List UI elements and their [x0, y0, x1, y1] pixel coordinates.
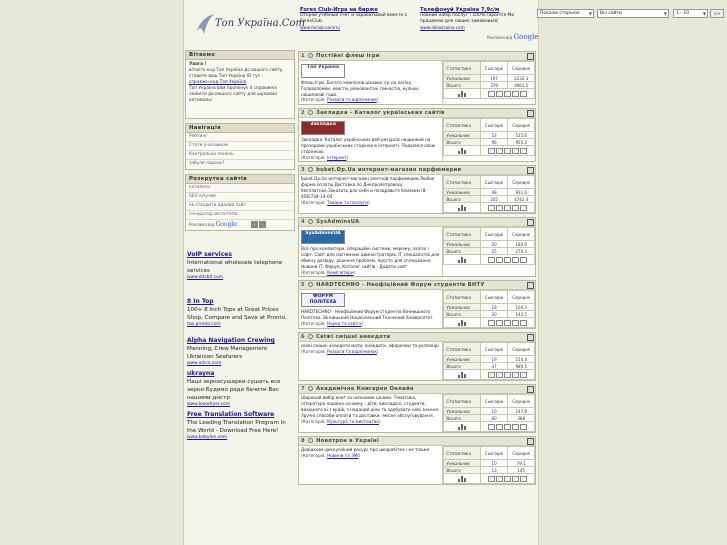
site-rank: 3: [301, 167, 305, 174]
top-ads: [300, 7, 540, 43]
circle-icon: [308, 438, 313, 443]
circle-icon: [308, 334, 313, 339]
category-label: Категорія:: [302, 418, 326, 424]
square-icon: [512, 148, 519, 154]
site-rank: 4: [301, 219, 305, 226]
square-icon[interactable]: [527, 438, 534, 445]
rating-boxes: [480, 146, 534, 156]
unique-avg: 2232.3: [508, 75, 535, 82]
unique-label: Унікальних: [444, 304, 480, 311]
side-ad-url[interactable]: top.pronto.com: [187, 322, 221, 327]
site-description-cell: Закладка Закладка. Каталог українських веб-ресурсів нащинкий на прозорами українських сторінок в Інтернеті. Подаємся свою сторінкою. (Категорія: Інтернет): [299, 118, 443, 161]
circle-icon: [308, 53, 313, 58]
site-header: [299, 218, 535, 227]
site-title-link[interactable]: SysAdminsUA: [316, 219, 360, 226]
site-entry: [298, 165, 536, 214]
site-header: [299, 437, 535, 446]
site-rank: 2: [301, 110, 305, 117]
google-logo: Google: [215, 221, 237, 228]
side-ad-title[interactable]: VoIP services: [187, 251, 232, 258]
site-description: Всё про компютери, операційні системи, мережу, залізо і софт. Сайт для системних адміністраторів. IT спеціалістів для обміну досвіду, рішення проблем, просто для спілкування. Новини IT, Форум, Каталог сайтів - Додати сайт: [301, 246, 440, 269]
top-ad: [300, 7, 418, 31]
google-ads-label: Реклама від: [487, 35, 513, 40]
square-icon: [512, 91, 519, 97]
site-title-link[interactable]: Закладка - Каталог українських сайтів: [316, 110, 445, 117]
scope-select[interactable]: [537, 9, 594, 18]
total-avg: 270.3: [508, 248, 535, 255]
site-rank: 8: [301, 438, 305, 445]
site-rank: 6: [301, 334, 305, 341]
chart-cell: [444, 146, 480, 156]
square-icon: [504, 91, 511, 97]
square-icon: [504, 372, 511, 378]
range-select-value: 1 - 10: [676, 11, 690, 16]
unique-label: Унікальних: [444, 460, 480, 467]
site-header: [299, 333, 535, 342]
chart-icon[interactable]: [458, 205, 466, 211]
site-stats: [443, 118, 535, 161]
circle-icon: [308, 219, 313, 224]
total-label: Всього: [444, 363, 480, 370]
square-icon: [496, 257, 503, 263]
site-description: Широкий вибір книг за низькими цінами. Тематика, література надійна основну - діти, викладачі, студенти, вихідного ві з країв, з наданий ціни та здобувати нові знання. Зручні способи оплати та доставки, якісне обслуговування.: [301, 395, 440, 418]
site-description-cell: свіжі смішні анекдоти мати, анекдоти, афоризми та розповіді (Категорія: Розваги та відпочинок): [299, 342, 443, 380]
logo-text: Топ Україна.Com: [215, 18, 305, 29]
site-description: свіжі смішні анекдоти мати, анекдоти, афоризми та розповіді: [301, 343, 439, 349]
category-label: Категорія:: [302, 320, 326, 326]
site-description-cell: buket.Dp.Ua интернет-магазин элитной парфюмерии.Любая форма оплаты.Доставка по Днепропетровску бесплатная.Заказать для себя и поздравьте близким (8-056)734-14-04 (Категорія: Товари та послуги): [299, 175, 443, 213]
rating-boxes: [480, 370, 534, 380]
unique-label: Унікальних: [444, 132, 480, 139]
square-icon: [496, 91, 503, 97]
total-label: Всього: [444, 196, 480, 203]
nav-item-control-panel[interactable]: Контрольна панель: [186, 151, 294, 160]
site-title-link[interactable]: Свіжі смішні анекдоти: [316, 334, 391, 341]
swoosh-icon: [194, 12, 216, 36]
top-ad-text: Открой учебный счет и зарабатывай вместе с ForexClub.: [300, 13, 408, 24]
stats-label: Статистика: [444, 119, 480, 132]
today-header: Сьогодні: [480, 447, 508, 460]
site-title-link[interactable]: HARDTECHNO - Неофіційний Форум студентів ВНТУ: [316, 282, 485, 289]
square-icon: [520, 476, 527, 482]
square-icon: [512, 320, 519, 326]
side-ad-url[interactable]: www.babylon.com: [187, 435, 228, 440]
total-today: 47: [480, 363, 508, 370]
google-logo: Google: [513, 33, 539, 41]
avg-header: Середнє: [508, 228, 535, 241]
avg-header: Середнє: [508, 119, 535, 132]
square-icon: [512, 257, 519, 263]
promo-footer: [186, 220, 294, 230]
square-icon[interactable]: [527, 53, 534, 60]
ads-by-label: Реклама від: [189, 222, 215, 227]
top-ad-text: Повний набір послуг ! 100% гарантія Ми працюємо для наших замовників!: [420, 13, 515, 24]
promo-header: Розкрутка сайтів: [186, 175, 294, 184]
promo-item[interactable]: генератор мета-тегів: [186, 211, 294, 220]
site-stats: [443, 342, 535, 380]
square-icon: [496, 476, 503, 482]
stats-label: Статистика: [444, 447, 480, 460]
total-label: Всього: [444, 467, 480, 474]
square-icon[interactable]: [527, 386, 534, 393]
promo-item[interactable]: каталоги: [186, 184, 294, 193]
square-icon: [488, 424, 495, 430]
site-description-cell: Довідково-дискусійний ресурс про шкарабітка і не тільки (Категорія: Новини та ЗМІ): [299, 446, 443, 484]
scope-select-value: Показів сторінок: [540, 11, 580, 16]
site-entry: [298, 280, 536, 329]
square-icon: [520, 205, 527, 211]
welcome-line: Топ Україна вам пропонує 4 справжніх сюжети до вашого сайту для шукаємо оптималь!: [189, 86, 278, 103]
today-header: Сьогодні: [480, 343, 508, 356]
unique-label: Унікальних: [444, 356, 480, 363]
site-stats: [443, 290, 535, 328]
square-icon: [496, 320, 503, 326]
site-stats: [443, 394, 535, 432]
side-ad: [185, 370, 295, 407]
square-icon: [488, 320, 495, 326]
today-header: Сьогодні: [480, 395, 508, 408]
chart-cell: [444, 474, 480, 484]
navigation-box: [185, 123, 295, 170]
chart-cell: [444, 89, 480, 99]
total-today: 25: [480, 248, 508, 255]
rating-boxes: [480, 474, 534, 484]
square-icon[interactable]: [527, 282, 534, 289]
square-icon: [520, 257, 527, 263]
square-icon: [504, 476, 511, 482]
site-entry: [298, 108, 536, 162]
total-avg: 989.5: [508, 363, 535, 370]
google-ads-badge[interactable]: [487, 33, 538, 41]
square-icon[interactable]: [527, 167, 534, 174]
site-description: Закладка. Каталог українських веб-ресурсів нащинкий на прозорами українських сторінок в Інтернеті. Подаємся свою сторінкою.: [301, 137, 436, 154]
category-link[interactable]: Розваги та відпочинок: [327, 349, 377, 355]
navigation-header: Навігація: [186, 124, 294, 133]
side-ad: [185, 411, 295, 440]
chart-icon[interactable]: [458, 424, 466, 430]
rating-boxes: [480, 255, 534, 265]
site-list: [298, 51, 536, 488]
square-icon: [520, 320, 527, 326]
square-icon[interactable]: [527, 334, 534, 341]
site-entry: [298, 436, 536, 485]
site-rank: 1: [301, 53, 305, 59]
site-description-cell: Широкий вибір книг за низькими цінами. Тематика, література надійна основну - діти, викладачі, студенти, вихідного ві з країв, з наданий ціни та здобувати нові знання. Зручні способи оплати та доставки, якісне обслуговування. (Категорія: Культура та мистецтво): [299, 394, 443, 432]
site-stats: [443, 227, 535, 276]
site-entry: [298, 384, 536, 433]
top-ad-title[interactable]: Телефонуй Україна 7,9с/м: [420, 7, 500, 13]
category-label: Категорія:: [302, 349, 326, 355]
total-today: 60: [480, 415, 508, 422]
stats-label: Статистика: [444, 176, 480, 189]
nav-item-rating[interactable]: Рейтинг: [186, 133, 294, 142]
unique-today: 10: [480, 408, 508, 415]
side-ad-url[interactable]: www.alnco.com: [187, 361, 222, 366]
site-title-link[interactable]: Постійні флеш ігри: [316, 53, 380, 59]
today-header: Сьогодні: [480, 228, 508, 241]
category-label: Категорія:: [302, 269, 326, 275]
category-link[interactable]: Комп'ютери: [327, 269, 354, 275]
category-label: Категорія:: [302, 97, 326, 103]
side-ad-title[interactable]: 8 In Top: [187, 298, 214, 305]
chart-cell: [444, 422, 480, 432]
side-ad-text: Наші зерносушарки сушать все зерно Будемо ради бачити Вас нашими днстр: [187, 379, 281, 401]
rating-boxes: [480, 318, 534, 328]
site-header: [299, 166, 535, 175]
unique-avg: 147.8: [508, 408, 535, 415]
square-icon: [488, 148, 495, 154]
unique-label: Унікальних: [444, 75, 480, 82]
total-today: 96: [480, 139, 508, 146]
site-description: buket.Dp.Ua интернет-магазин элитной парфюмерии.Любая форма оплаты.Доставка по Днепропетровску бесплатная.Заказать для себя и поздравьте близким (8-056)734-14-04: [301, 176, 435, 199]
circle-icon: [308, 110, 313, 115]
square-icon: [488, 476, 495, 482]
category-link[interactable]: Культура та мистецтво: [327, 418, 379, 424]
circle-icon: [308, 386, 313, 391]
site-description-cell: SysAdminsUA Всё про компютери, операційні системи, мережу, залізо і софт. Сайт для системних адміністраторів. IT спеціалістів для обміну досвіду, рішення проблем, просто для спілкування. Новини IT, Форум, Каталог сайтів - Додати сайт (Категорія: Комп'ютери): [299, 227, 443, 276]
side-ad-url[interactable]: www.ddsbd.com: [187, 275, 223, 280]
chart-icon[interactable]: [458, 148, 466, 154]
chart-icon[interactable]: [458, 320, 466, 326]
square-icon: [504, 424, 511, 430]
total-label: Всього: [444, 415, 480, 422]
square-icon: [496, 424, 503, 430]
site-entry: [298, 332, 536, 381]
site-entry: [298, 51, 536, 105]
welcome-line: Увага !: [189, 62, 207, 67]
unique-today: 10: [480, 460, 508, 467]
promo-box: [185, 174, 295, 231]
category-link[interactable]: Наука та освіта: [327, 320, 362, 326]
chart-icon[interactable]: [458, 257, 466, 263]
side-ad-text: International wholesale telephone services: [187, 260, 283, 274]
square-icon: [512, 205, 519, 211]
site-stats: [443, 61, 535, 104]
chart-cell: [444, 370, 480, 380]
square-icon: [488, 205, 495, 211]
square-icon: [488, 257, 495, 263]
site-entry: [298, 217, 536, 277]
side-ad-title[interactable]: Alpha Navigation Crewing: [187, 337, 275, 344]
site-title-link[interactable]: Академічна Книгарня Онлайн: [316, 386, 414, 393]
square-icon: [512, 424, 519, 430]
side-ad-url[interactable]: www.leoodryer.com: [187, 402, 231, 407]
rating-boxes: [480, 422, 534, 432]
site-header: [299, 281, 535, 290]
stats-label: Статистика: [444, 62, 480, 75]
square-icon: [504, 257, 511, 263]
total-today: 205: [480, 196, 508, 203]
unique-avg: 184.9: [508, 241, 535, 248]
total-avg: 143.5: [508, 311, 535, 318]
nav-item-forgot-password[interactable]: забули пароль?: [189, 161, 225, 166]
chevron-down-icon: ▼: [588, 11, 592, 16]
stats-label: Статистика: [444, 395, 480, 408]
top-ad: [420, 7, 538, 31]
site-header: [299, 52, 535, 61]
category-link[interactable]: Інтернет: [327, 154, 347, 160]
rating-boxes: [480, 89, 534, 99]
total-avg: 955.3: [508, 139, 535, 146]
today-header: Сьогодні: [480, 62, 508, 75]
site-rank: 7: [301, 386, 305, 393]
unique-today: 19: [480, 356, 508, 363]
unique-label: Унікальних: [444, 408, 480, 415]
stats-label: Статистика: [444, 228, 480, 241]
welcome-header: Вітаємо: [186, 51, 294, 60]
total-label: Всього: [444, 139, 480, 146]
site-rank: 5: [301, 282, 305, 289]
site-header: [299, 109, 535, 118]
site-description: Флеш Ігри. Багато чемпіонів цікавих ігр на логіку. Головоломки, квести, рівновантачі гімнастів, кульки, нащинкові годи.: [301, 80, 420, 97]
side-ad-title[interactable]: Free Translation Software: [187, 411, 275, 418]
chart-cell: [444, 318, 480, 328]
chevron-down-icon: ▼: [702, 11, 706, 16]
chart-icon[interactable]: [458, 372, 466, 378]
site-description-cell: Топ Україна Флеш Ігри. Багато чемпіонів цікавих ігр на логіку. Головоломки, квести, рівновантачі гімнастів, кульки, нащинкові годи. (Категорія: Розваги та відпочинок): [299, 61, 443, 104]
site-banner[interactable]: SysAdminsUA: [301, 230, 345, 244]
unique-label: Унікальних: [444, 241, 480, 248]
total-today: 20: [480, 311, 508, 318]
square-icon: [488, 372, 495, 378]
square-icon: [520, 424, 527, 430]
top-ad-url[interactable]: www.alloukraina.com: [420, 25, 465, 30]
today-header: Сьогодні: [480, 291, 508, 304]
top-ad-title[interactable]: Forex Club-Игра на бирже: [300, 7, 378, 13]
category-link[interactable]: Новини та ЗМІ: [327, 453, 359, 459]
side-ad: [185, 337, 295, 366]
unique-avg: 79.1: [508, 460, 535, 467]
site-banner[interactable]: Топ Україна: [301, 64, 345, 78]
site-banner[interactable]: Закладка: [301, 121, 345, 135]
side-ad-text: The Leading Translation Program in the World - Download Free Here!: [187, 420, 286, 434]
category-label: Категорія:: [302, 154, 326, 160]
avg-header: Середнє: [508, 395, 535, 408]
stats-label: Статистика: [444, 291, 480, 304]
square-icon: [496, 148, 503, 154]
side-ad: [185, 298, 295, 327]
site-description: Довідково-дискусійний ресурс про шкарабітка і не тільки: [301, 447, 430, 453]
side-ad-text: Manning, Crew Management Ukrainian Seafarers: [187, 346, 268, 360]
unique-avg: 214.4: [508, 356, 535, 363]
top-ad-url[interactable]: www.fxclub.com/ru: [300, 25, 340, 30]
site-header: [299, 385, 535, 394]
avg-header: Середнє: [508, 176, 535, 189]
side-ad-text: 100+ 8 Inch Tops at Great Prices Shop, Compare and Save at Pronto.: [187, 307, 287, 321]
chevron-down-icon: ▼: [663, 11, 667, 16]
chart-cell: [444, 255, 480, 265]
square-icon: [520, 148, 527, 154]
total-today: 13: [480, 467, 508, 474]
square-icon: [504, 205, 511, 211]
total-today: 379: [480, 82, 508, 89]
total-avg: 4742.4: [508, 196, 535, 203]
total-avg: 145: [508, 467, 535, 474]
today-header: Сьогодні: [480, 119, 508, 132]
side-ad-title[interactable]: ukrayna: [187, 370, 215, 377]
avg-header: Середнє: [508, 291, 535, 304]
welcome-box: [185, 50, 295, 119]
square-icon: [504, 148, 511, 154]
square-icon: [512, 476, 519, 482]
square-icon: [496, 372, 503, 378]
arrow-left-icon[interactable]: ‹: [251, 221, 258, 228]
site-banner[interactable]: ФОРУМ ПОЛІТЕХА: [301, 293, 345, 307]
welcome-link[interactable]: справжн код Топ Україна: [189, 80, 247, 85]
category-label: Категорія:: [302, 453, 326, 459]
square-icon: [504, 320, 511, 326]
category-label: Категорія:: [302, 199, 326, 205]
unique-today: 18: [480, 304, 508, 311]
chart-icon[interactable]: [458, 91, 466, 97]
site-description-cell: ФОРУМ ПОЛІТЕХА HARDTECHNO - Неофіційний Форум студентів Вінницького Політеха. Вінницький Національний Технічний Університет. (Категорія: Наука та освіта): [299, 290, 443, 328]
rating-boxes: [480, 203, 534, 213]
square-icon: [496, 205, 503, 211]
category-link[interactable]: Розваги та відпочинок: [327, 97, 377, 103]
today-header: Сьогодні: [480, 176, 508, 189]
unique-today: 197: [480, 75, 508, 82]
promo-item[interactable]: SEO вітучие: [186, 193, 294, 202]
side-ad: [185, 251, 295, 280]
square-icon: [520, 372, 527, 378]
total-label: Всього: [444, 82, 480, 89]
site-title-link[interactable]: Новотрон в Україні: [316, 438, 379, 445]
left-column: [185, 50, 295, 440]
unique-avg: 104.3: [508, 304, 535, 311]
unique-label: Унікальних: [444, 189, 480, 196]
category-link[interactable]: Товари та послуги: [327, 199, 368, 205]
category-select-value: Всі сайти: [600, 11, 622, 16]
avg-header: Середнє: [508, 343, 535, 356]
total-label: Всього: [444, 311, 480, 318]
unique-today: 48: [480, 189, 508, 196]
go-button[interactable]: >>: [710, 9, 724, 18]
site-stats: [443, 175, 535, 213]
circle-icon: [308, 282, 313, 287]
square-icon: [512, 372, 519, 378]
square-icon: [488, 91, 495, 97]
site-logo[interactable]: [188, 8, 305, 46]
chart-icon[interactable]: [458, 476, 466, 482]
circle-icon: [308, 167, 313, 172]
site-stats: [443, 446, 535, 484]
stats-label: Статистика: [444, 343, 480, 356]
arrow-right-icon[interactable]: ›: [259, 221, 266, 228]
chart-cell: [444, 203, 480, 213]
unique-today: 20: [480, 241, 508, 248]
unique-today: 53: [480, 132, 508, 139]
total-avg: 368: [508, 415, 535, 422]
range-select[interactable]: [673, 9, 708, 18]
nav-item-join[interactable]: Стати учасником: [186, 142, 294, 151]
unique-avg: 525.6: [508, 132, 535, 139]
total-label: Всього: [444, 248, 480, 255]
avg-header: Середнє: [508, 447, 535, 460]
welcome-line: вітаєте код Топ Україна до вашого сайту, ставите ваш Топ Україна ID тут :: [189, 68, 284, 79]
square-icon: [520, 91, 527, 97]
avg-header: Середнє: [508, 62, 535, 75]
unique-avg: 931.6: [508, 189, 535, 196]
square-icon[interactable]: [527, 219, 534, 226]
site-title-link[interactable]: buket.Dp.Ua интернет-магазин парфюмерии: [316, 167, 462, 174]
total-avg: 4963.5: [508, 82, 535, 89]
promo-item[interactable]: як створити вдалий сайт: [186, 202, 294, 211]
category-select[interactable]: [597, 9, 669, 18]
square-icon[interactable]: [527, 110, 534, 117]
site-description: HARDTECHNO - Неофіційний Форум студентів Вінницького Політеха. Вінницький Національний Технічний Університет.: [301, 309, 434, 321]
